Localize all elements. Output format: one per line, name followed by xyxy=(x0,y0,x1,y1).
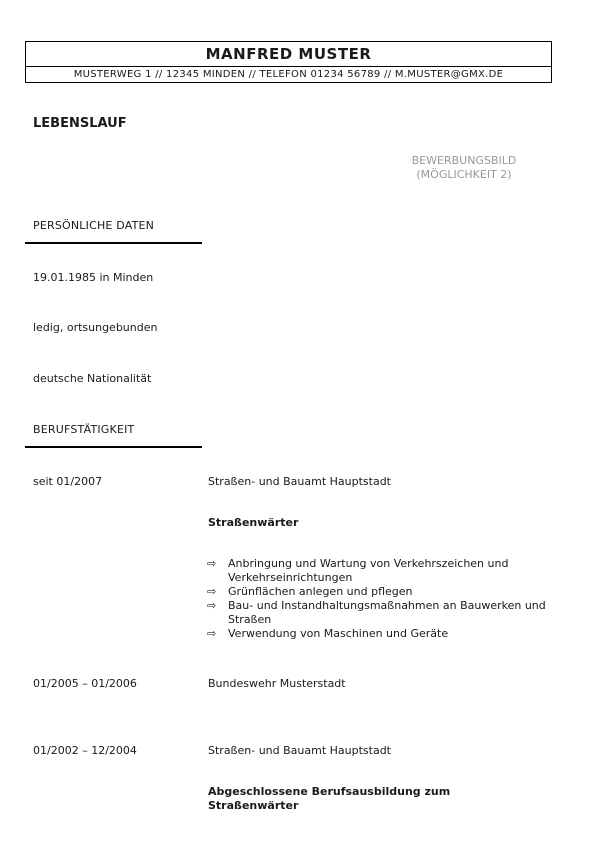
work-period: 01/2002 – 12/2004 xyxy=(33,744,137,757)
contact-line: MUSTERWEG 1 // 12345 MINDEN // TELEFON 01234 56789 // M.MUSTER@GMX.DE xyxy=(73,69,504,80)
work-period: seit 01/2007 xyxy=(33,475,103,488)
applicant-name: MANFRED MUSTER xyxy=(26,42,551,67)
section-heading-work: BERUFSTÄTIGKEIT xyxy=(33,423,135,436)
nationality: deutsche Nationalität xyxy=(33,372,152,385)
section-rule-work xyxy=(25,446,202,448)
work-employer: Straßen- und Bauamt Hauptstadt xyxy=(208,744,391,757)
document-title: LEBENSLAUF xyxy=(33,116,127,131)
marital-status: ledig, ortsungebunden xyxy=(33,321,158,334)
photo-placeholder-line2: (MÖGLICHKEIT 2) xyxy=(416,168,512,181)
birth-info: 19.01.1985 in Minden xyxy=(33,271,154,284)
task-text: Grünflächen anlegen und pflegen xyxy=(228,585,413,598)
double-arrow-right-icon: ⇨ xyxy=(207,599,217,612)
section-heading-personal: PERSÖNLICHE DATEN xyxy=(33,219,155,232)
work-employer: Bundeswehr Musterstadt xyxy=(208,677,346,690)
task-text: Bau- und Instandhaltungsmaßnahmen an Bauwerken und Straßen xyxy=(228,599,546,626)
double-arrow-right-icon: ⇨ xyxy=(207,627,217,640)
work-position: Straßenwärter xyxy=(208,516,299,529)
photo-placeholder xyxy=(398,154,530,182)
double-arrow-right-icon: ⇨ xyxy=(207,585,217,598)
resume-header xyxy=(25,41,552,83)
task-item xyxy=(207,557,552,585)
photo-placeholder-line1: BEWERBUNGSBILD xyxy=(411,154,517,167)
task-item xyxy=(207,599,552,627)
task-list xyxy=(207,557,552,641)
task-text: Anbringung und Wartung von Verkehrszeichen und Verkehrseinrichtungen xyxy=(228,557,509,584)
task-item xyxy=(207,585,552,599)
work-employer: Straßen- und Bauamt Hauptstadt xyxy=(208,475,391,488)
double-arrow-right-icon: ⇨ xyxy=(207,557,217,570)
work-period: 01/2005 – 01/2006 xyxy=(33,677,137,690)
work-position: Abgeschlossene Berufsausbildung zum Straßenwärter xyxy=(208,785,451,812)
section-rule-personal xyxy=(25,242,202,244)
task-text: Verwendung von Maschinen und Geräte xyxy=(228,627,449,640)
task-item xyxy=(207,627,552,641)
